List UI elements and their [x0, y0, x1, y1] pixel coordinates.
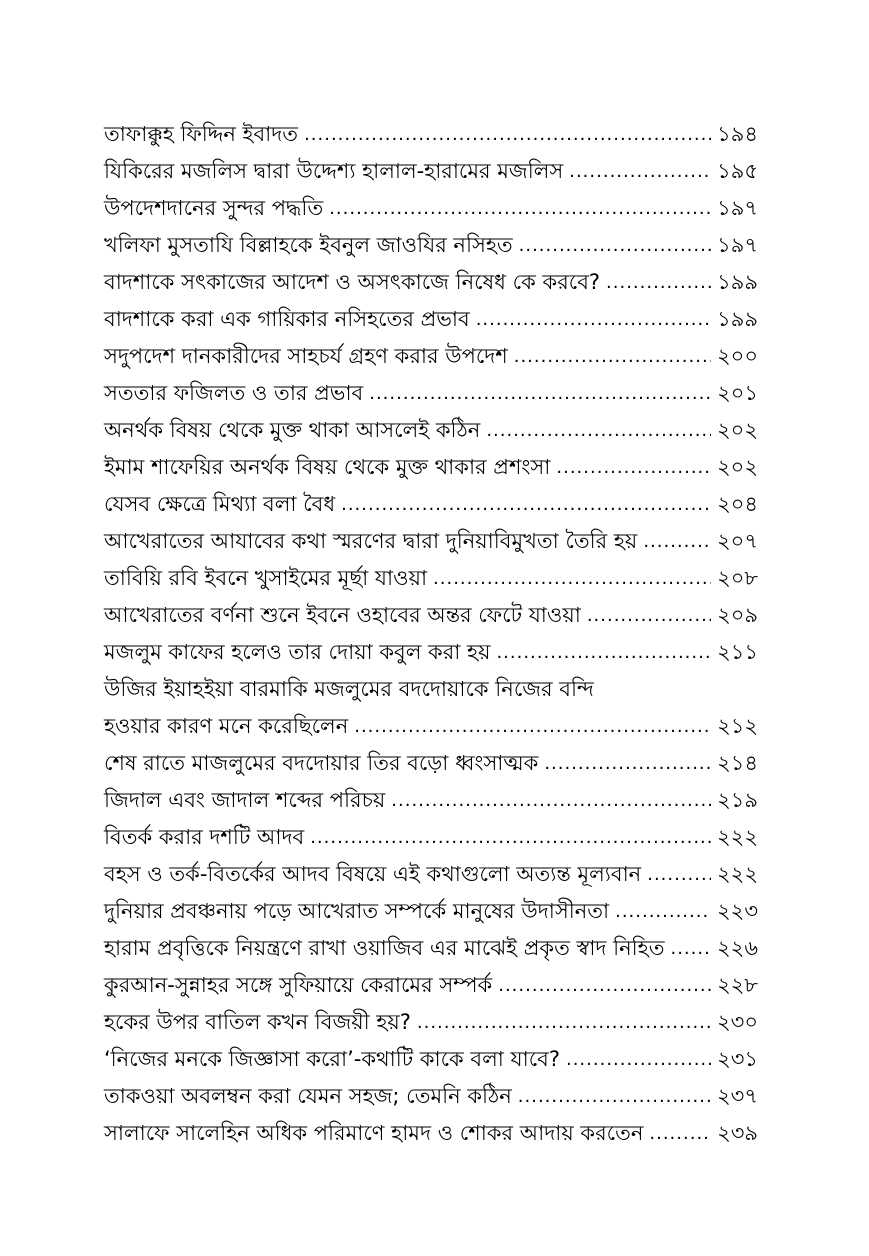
dot-leader	[498, 967, 711, 1004]
toc-entry-page: ২১৪	[717, 751, 758, 775]
toc-entry-page: ২২৮	[717, 973, 758, 997]
toc-entry-page: ২০৭	[717, 529, 758, 553]
toc-entry-title: আখেরাতের আযাবের কথা স্মরণের দ্বারা দুনিয়াবিমুখতা তৈরি হয়	[104, 529, 638, 553]
toc-entry-title: ‘নিজের মনকে জিজ্ঞাসা করো’-কথাটি কাকে বলা যাবে?	[104, 1047, 560, 1071]
toc-entry	[104, 486, 758, 523]
toc-entry-title: অনর্থক বিষয় থেকে মুক্ত থাকা আসলেই কঠিন	[104, 418, 481, 442]
toc-entry-page: ২২৩	[717, 899, 758, 923]
toc-entry-page: ১৯৯	[717, 307, 758, 331]
toc-entry	[104, 856, 758, 893]
toc-entry	[104, 967, 758, 1004]
toc-entry-title: হারাম প্রবৃত্তিকে নিয়ন্ত্রণে রাখা ওয়াজিব এর মাঝেই প্রকৃত স্বাদ নিহিত	[104, 936, 665, 960]
dot-leader	[496, 634, 711, 671]
toc-entry-title: জিদাল এবং জাদাল শব্দের পরিচয়	[104, 788, 386, 812]
toc-entry-page: ২০১	[717, 381, 758, 405]
toc-entry-title: খলিফা মুসতাযি বিল্লাহকে ইবনুল জাওযির নসিহত	[104, 233, 513, 257]
toc-entry	[104, 412, 758, 449]
toc-entry	[104, 449, 758, 486]
toc-entry-title: মজলুম কাফের হলেও তার দোয়া কবুল করা হয়	[104, 640, 491, 664]
dot-leader	[569, 153, 711, 190]
dot-leader	[476, 301, 711, 338]
toc-entry	[104, 264, 758, 301]
toc-entry-page: ২০৮	[717, 566, 758, 590]
toc-entry-title: সদুপদেশ দানকারীদের সাহচর্য গ্রহণ করার উপদেশ	[104, 344, 508, 368]
toc-entry-page: ১৯৪	[717, 122, 758, 146]
toc-entry-title: বাদশাকে করা এক গায়িকার নসিহতের প্রভাব	[104, 307, 470, 331]
table-of-contents	[104, 116, 758, 1152]
toc-entry-title: যিকিরের মজলিস দ্বারা উদ্দেশ্য হালাল-হারামের মজলিস	[104, 159, 564, 183]
toc-entry-page: ২০০	[717, 344, 758, 368]
toc-entry-title: যেসব ক্ষেত্রে মিথ্যা বলা বৈধ	[104, 492, 336, 516]
toc-entry	[104, 301, 758, 338]
toc-entry-title-continued: হওয়ার কারণ মনে করেছিলেন	[104, 714, 349, 738]
toc-entry-page: ২১৯	[717, 788, 758, 812]
toc-entry	[104, 560, 758, 597]
toc-entry-title: তাকওয়া অবলম্বন করা যেমন সহজ; তেমনি কঠিন	[104, 1084, 512, 1108]
toc-entry	[104, 597, 758, 634]
toc-entry	[104, 1041, 758, 1078]
toc-entry-page: ২৩৭	[717, 1084, 758, 1108]
toc-entry-page: ১৯৫	[717, 159, 758, 183]
toc-entry-page: ২২২	[717, 862, 758, 886]
toc-entry	[104, 745, 758, 782]
toc-entry	[104, 227, 758, 264]
toc-entry-page: ১৯৭	[717, 233, 758, 257]
toc-entry-page: ২১১	[717, 640, 758, 664]
dot-leader	[417, 1004, 711, 1041]
toc-entry-title: হকের উপর বাতিল কখন বিজয়ী হয়?	[104, 1010, 411, 1034]
dot-leader	[519, 227, 711, 264]
toc-entry-title: উজির ইয়াহইয়া বারমাকি মজলুমের বদদোয়াকে নিজের বন্দি	[104, 677, 594, 701]
toc-entry-page: ২০৯	[717, 603, 758, 627]
toc-entry-title: বিতর্ক করার দশটি আদব	[104, 825, 305, 849]
dot-leader	[486, 412, 711, 449]
toc-entry	[104, 523, 758, 560]
toc-entry	[104, 375, 758, 412]
dot-leader	[566, 1041, 711, 1078]
toc-entry-title: ইমাম শাফেয়ির অনর্থক বিষয় থেকে মুক্ত থাকার প্রশংসা	[104, 455, 551, 479]
toc-entry	[104, 338, 758, 375]
toc-entry	[104, 893, 758, 930]
toc-entry	[104, 1004, 758, 1041]
dot-leader	[647, 856, 711, 893]
toc-entry	[104, 671, 758, 745]
toc-entry-page: ২৩১	[717, 1047, 758, 1071]
dot-leader	[670, 930, 711, 967]
toc-entry	[104, 116, 758, 153]
toc-entry-title: তাফাক্কুহ ফিদ্দিন ইবাদত	[104, 122, 299, 146]
dot-leader	[433, 560, 711, 597]
dot-leader	[587, 597, 711, 634]
toc-entry-page: ২০২	[717, 418, 758, 442]
toc-entry-continuation	[104, 708, 758, 745]
toc-entry	[104, 1078, 758, 1115]
dot-leader	[615, 893, 711, 930]
dot-leader	[649, 1115, 711, 1152]
toc-entry-page: ১৯৯	[717, 270, 758, 294]
toc-entry-page: ২৩০	[717, 1010, 758, 1034]
dot-leader	[606, 264, 711, 301]
toc-entry-page: ২০২	[717, 455, 758, 479]
toc-entry-title: উপদেশদানের সুন্দর পদ্ধতি	[104, 196, 324, 220]
toc-entry	[104, 782, 758, 819]
toc-entry-page: ২২২	[717, 825, 758, 849]
dot-leader	[310, 819, 711, 856]
toc-entry-title: বাদশাকে সৎকাজের আদেশ ও অসৎকাজে নিষেধ কে করবে?	[104, 270, 601, 294]
toc-entry-page: ১৯৭	[717, 196, 758, 220]
dot-leader	[514, 338, 711, 375]
toc-entry-title: সালাফে সালেহিন অধিক পরিমাণে হামদ ও শোকর আদায় করতেন	[104, 1121, 644, 1145]
toc-entry-title: দুনিয়ার প্রবঞ্চনায় পড়ে আখেরাত সম্পর্কে মানুষের উদাসীনতা	[104, 899, 610, 923]
toc-entry	[104, 930, 758, 967]
dot-leader	[304, 116, 711, 153]
toc-entry-page: ২১২	[717, 714, 758, 738]
dot-leader	[643, 523, 711, 560]
toc-entry-title: সততার ফজিলত ও তার প্রভাব	[104, 381, 364, 405]
toc-entry-title: তাবিয়ি রবি ইবনে খুসাইমের মূর্ছা যাওয়া	[104, 566, 428, 590]
toc-entry-title: বহস ও তর্ক-বিতর্কের আদব বিষয়ে এই কথাগুলো অত্যন্ত মূল্যবান	[104, 862, 642, 886]
dot-leader	[369, 375, 711, 412]
dot-leader	[518, 1078, 711, 1115]
toc-entry-title: আখেরাতের বর্ণনা শুনে ইবনে ওহাবের অন্তর ফেটে যাওয়া	[104, 603, 581, 627]
toc-entry-title: শেষ রাতে মাজলুমের বদদোয়ার তির বড়ো ধ্বংসাত্মক	[104, 751, 539, 775]
toc-entry	[104, 819, 758, 856]
dot-leader	[329, 190, 711, 227]
toc-entry	[104, 1115, 758, 1152]
dot-leader	[341, 486, 711, 523]
toc-entry-page: ২০৪	[717, 492, 758, 516]
dot-leader	[544, 745, 711, 782]
dot-leader	[354, 708, 711, 745]
dot-leader	[391, 782, 711, 819]
dot-leader	[556, 449, 711, 486]
toc-entry-title: কুরআন-সুন্নাহর সঙ্গে সুফিয়ায়ে কেরামের সম্পর্ক	[104, 973, 493, 997]
toc-entry-page: ২৩৯	[717, 1121, 758, 1145]
toc-entry	[104, 190, 758, 227]
toc-entry	[104, 634, 758, 671]
toc-entry-page: ২২৬	[717, 936, 758, 960]
toc-entry	[104, 153, 758, 190]
